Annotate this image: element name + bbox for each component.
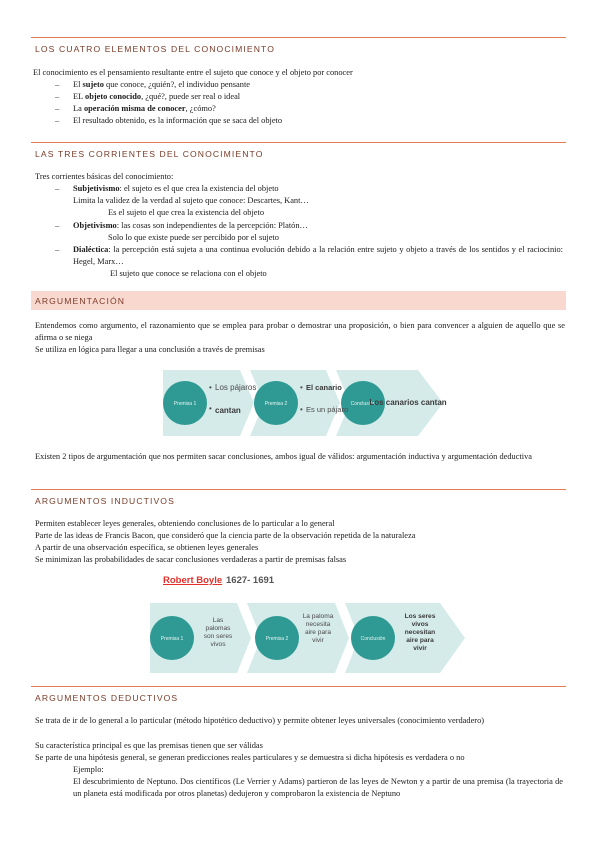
diagram-text-line: necesitan <box>404 629 436 636</box>
circle-label-premisa-2: Premisa 2 <box>264 401 288 407</box>
deductivos-characteristic: Su característica principal es que las premisas tienen que ser válidas <box>35 741 263 750</box>
premisa-2-bullet-1: El canario <box>306 383 342 392</box>
subjetivismo-detail: Limita la validez de la verdad al sujeto que conoce: Descartes, Kant… <box>73 196 309 205</box>
diagram-text-line: necesita <box>305 621 331 628</box>
circle-label-conclusion: Conclusión <box>350 401 376 407</box>
diagram-text-line: vivos <box>411 621 429 628</box>
premisa-2-bullet-2: Es un pájaro <box>306 405 349 414</box>
diagram-text-line: aire para <box>406 637 434 644</box>
robert-boyle-years: 1627- 1691 <box>226 575 275 586</box>
dialectica-line: Dialéctica: la percepción está sujeta a una continua evolución debido a la relación entre sujeto y objeto a través de los sentidos y el raciocinio: Hegel, Marx… <box>73 245 563 266</box>
dash-bullet: – <box>55 245 60 254</box>
chevron-premisa-2 <box>247 603 349 673</box>
premisa-1-bullet-1: Los pájaros <box>215 383 257 392</box>
diagram-text-line: aire para <box>304 629 332 636</box>
chevron-premisa-2 <box>250 370 340 436</box>
dash-bullet: – <box>55 184 60 193</box>
diagram-text-line: son seres <box>203 633 233 640</box>
section-heading-argumentacion: ARGUMENTACIÓN <box>31 291 566 310</box>
elements-intro: El conocimiento es el pensamiento resultante entre el sujeto que conoce y el objeto por conocer <box>33 68 353 77</box>
inductivos-line-2: Parte de las ideas de Francis Bacon, que consideró que la ciencia parte de la observación repetida de la naturaleza <box>35 531 416 540</box>
inductivos-line-1: Permiten establecer leyes generales, obteniendo conclusiones de lo particular a lo general <box>35 519 335 528</box>
dash-bullet: – <box>55 92 60 101</box>
circle-label-conclusion: Conclusión <box>360 636 386 642</box>
svg-text:•: • <box>209 383 212 392</box>
subjetivismo-summary: Es el sujeto el que crea la existencia del objeto <box>108 208 265 217</box>
premisa-1-bullet-2: cantan <box>215 406 241 415</box>
section-heading-inductivos: ARGUMENTOS INDUCTIVOS <box>31 489 566 509</box>
diagram-text-line: vivir <box>312 637 324 644</box>
objetivismo-summary: Solo lo que existe puede ser percibido por el sujeto <box>108 233 279 242</box>
argumentation-types: Existen 2 tipos de argumentación que nos permiten sacar conclusiones, ambos igual de válidos: argumentación inductiva y argumentación deductiva <box>35 452 533 461</box>
diagram-text-line: La paloma <box>302 613 334 620</box>
ejemplo-neptuno: El descubrimiento de Neptuno. Dos científicos (Le Verrier y Adams) partieron de las leyes de Newton y a partir de una premisa (la trayectoria de un planeta está modificada por otros planetas) dedujeron y comprobaron la existencia de Neptuno <box>73 777 563 798</box>
dash-bullet: – <box>55 80 60 89</box>
diagram-text-line: Los seres <box>404 613 436 620</box>
subjetivismo-line: Subjetivismo: el sujeto es el que crea la existencia del objeto <box>73 184 279 193</box>
dialectica-summary: El sujeto que conoce se relaciona con el objeto <box>110 269 267 278</box>
deductivos-method: Se parte de una hipótesis general, se generan predicciones reales particulares y se demuestra si dicha hipótesis es verdadera o no <box>35 753 465 762</box>
svg-text:•: • <box>300 405 303 414</box>
list-item-resultado: El resultado obtenido, es la información que se saca del objeto <box>73 116 283 125</box>
dash-bullet: – <box>55 104 60 113</box>
argumentacion-definition: Entendemos como argumento, el razonamiento que se emplea para probar o demostrar una proposición, o bien para convencer a alguien de aquello que se afirma o se niega <box>35 321 565 342</box>
syllogism-diagram <box>158 365 458 443</box>
list-item-operacion: La operación misma de conocer, ¿cómo? <box>73 104 216 113</box>
circle-label-premisa-2: Premisa 2 <box>265 636 289 642</box>
list-item-objeto: EL objeto conocido, ¿qué?, puede ser real o ideal <box>73 92 241 101</box>
dash-bullet: – <box>55 116 60 125</box>
list-item-sujeto: El sujeto que conoce, ¿quién?, el individuo pensante <box>73 80 251 89</box>
robert-boyle-name: Robert Boyle <box>163 575 223 586</box>
section-heading-elementos: LOS CUATRO ELEMENTOS DEL CONOCIMIENTO <box>31 37 566 57</box>
svg-text:•: • <box>300 383 303 392</box>
corrientes-intro: Tres corrientes básicas del conocimiento: <box>35 172 174 181</box>
diagram-text-line: vivir <box>413 645 427 652</box>
circle-label-premisa-1: Premisa 1 <box>173 401 197 407</box>
svg-text:•: • <box>209 404 212 413</box>
deductivos-definition: Se trata de ir de lo general a lo particular (método hipotético deductivo) y permite obtener leyes universales (conocimiento verdadero) <box>35 716 485 725</box>
inductive-diagram <box>145 598 475 678</box>
ejemplo-label: Ejemplo: <box>73 765 104 774</box>
inductivos-line-3: A partir de una observación específica, se obtienen leyes generales <box>35 543 259 552</box>
diagram-text-line: Las <box>212 617 224 624</box>
diagram-text-line: palomas <box>205 625 231 632</box>
section-heading-deductivos: ARGUMENTOS DEDUCTIVOS <box>31 686 566 706</box>
objetivismo-line: Objetivismo: las cosas son independientes de la percepción: Platón… <box>73 221 308 230</box>
diagram-text-line: vivos <box>210 641 226 648</box>
dash-bullet: – <box>55 221 60 230</box>
conclusion-text: Los canarios cantan <box>369 398 447 407</box>
inductivos-line-4: Se minimizan las probabilidades de sacar conclusiones verdaderas a partir de premisas falsas <box>35 555 347 564</box>
section-heading-corrientes: LAS TRES CORRIENTES DEL CONOCIMIENTO <box>31 142 566 162</box>
circle-label-premisa-1: Premisa 1 <box>160 636 184 642</box>
argumentacion-use: Se utiliza en lógica para llegar a una conclusión a través de premisas <box>35 345 265 354</box>
